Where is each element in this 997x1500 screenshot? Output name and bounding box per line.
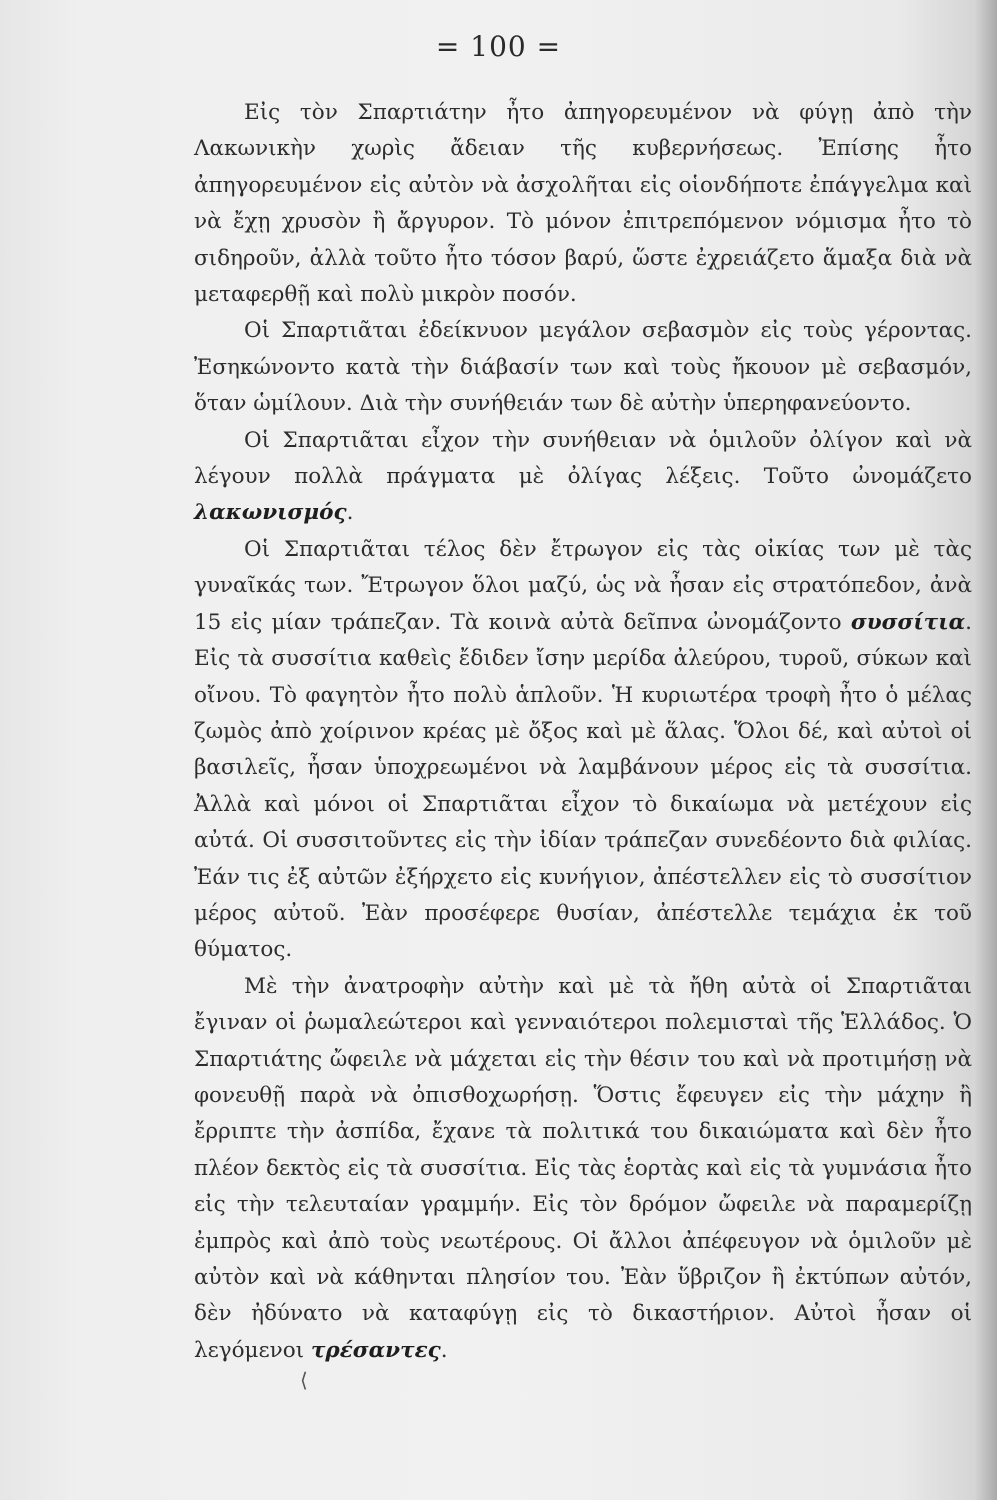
term-tresantes: τρέσαντες: [310, 1337, 441, 1363]
paragraph-text: .: [346, 500, 354, 526]
paragraph-syssitia: [194, 532, 972, 969]
page-number: = 100 =: [435, 30, 562, 63]
paragraph-text: . Εἰς τὰ συσσίτια καθεὶς ἔδιδεν ἴσην μερίδα ἀλεύρου, τυροῦ, σύκων καὶ οἴνου. Τὸ φαγητὸν ἦτο πολὺ ἁπλοῦν. Ἡ κυριωτέρα τροφὴ ἦτο ὁ μέλας ζωμὸς ἀπὸ χοίρινον κρέας μὲ ὄξος καὶ μὲ ἅλας. Ὅλοι δέ, καὶ αὐτοὶ οἱ βασιλεῖς, ἦσαν ὑποχρεωμένοι νὰ λαμβάνουν μέρος εἰς τὰ συσσίτια. Ἀλλὰ καὶ μόνοι οἱ Σπαρτιᾶται εἶχον τὸ δικαίωμα νὰ μετέχουν εἰς αὐτά. Οἱ συσσιτοῦντες εἰς τὴν ἰδίαν τράπεζαν συνεδέοντο διὰ φιλίας. Ἐάν τις ἐξ αὐτῶν ἐξήρχετο εἰς κυνήγιον, ἀπέστελλεν εἰς τὸ συσσίτιον μέρος αὐτοῦ. Ἐὰν προσέφερε θυσίαν, ἀπέστελλε τεμάχια ἐκ τοῦ θύματος.: [194, 609, 972, 963]
page-edge-shadow: [973, 0, 997, 1500]
paragraph-text: Οἱ Σπαρτιᾶται εἶχον τὴν συνήθειαν νὰ ὁμιλοῦν ὀλίγον καὶ νὰ λέγουν πολλὰ πράγματα μὲ ὀλίγας λέξεις. Τοῦτο ὠνομάζετο: [194, 427, 972, 490]
paragraph-text: Μὲ τὴν ἀνατροφὴν αὐτὴν καὶ μὲ τὰ ἤθη αὐτὰ οἱ Σπαρτιᾶται ἔγιναν οἱ ῥωμαλεώτεροι καὶ γενναιότεροι πολεμισταὶ τῆς Ἑλλάδος. Ὁ Σπαρτιάτης ὤφειλε νὰ μάχεται εἰς τὴν θέσιν του καὶ νὰ προτιμήσῃ νὰ φονευθῇ παρὰ νὰ ὀπισθοχωρήσῃ. Ὅστις ἔφευγεν εἰς τὴν μάχην ἢ ἔρριπτε τὴν ἀσπίδα, ἔχανε τὰ πολιτικά του δικαιώματα καὶ δὲν ἦτο πλέον δεκτὸς εἰς τὰ συσσίτια. Εἰς τὰς ἑορτὰς καὶ εἰς τὰ γυμνάσια ἦτο εἰς τὴν τελευταίαν γραμμήν. Εἰς τὸν δρόμον ὤφειλε νὰ παραμερίζῃ ἐμπρὸς καὶ ἀπὸ τοὺς νεωτέρους. Οἱ ἄλλοι ἀπέφευγον νὰ ὁμιλοῦν μὲ αὐτὸν καὶ νὰ κάθηνται πλησίον του. Ἐὰν ὕβριζον ἢ ἐκτύπων αὐτόν, δὲν ἠδύνατο νὰ καταφύγῃ εἰς τὸ δικαστήριον. Αὐτοὶ ἦσαν οἱ λεγόμενοι: [194, 973, 972, 1363]
paragraph-respect-elders: [194, 313, 972, 422]
paragraph-text: Εἰς τὸν Σπαρτιάτην ἦτο ἀπηγορευμένον νὰ φύγῃ ἀπὸ τὴν Λακωνικὴν χωρὶς ἄδειαν τῆς κυβερνήσεως. Ἐπίσης ἦτο ἀπηγορευμένον εἰς αὐτὸν νὰ ἀσχολῆται εἰς οἱονδήποτε ἐπάγγελμα καὶ νὰ ἔχῃ χρυσὸν ἢ ἄργυρον. Τὸ μόνον ἐπιτρεπόμενον νόμισμα ἦτο τὸ σιδηροῦν, ἀλλὰ τοῦτο ἦτο τόσον βαρύ, ὥστε ἐχρειάζετο ἅμαξα διὰ νὰ μεταφερθῇ καὶ πολὺ μικρὸν ποσόν.: [194, 100, 972, 308]
paragraph-text: Οἱ Σπαρτιᾶται τέλος δὲν ἔτρωγον εἰς τὰς οἰκίας των μὲ τὰς γυναῖκάς των. Ἔτρωγον ὅλοι μαζύ, ὡς νὰ ἦσαν εἰς στρατόπεδον, ἀνὰ 15 εἰς μίαν τράπεζαν. Τὰ κοινὰ αὐτὰ δεῖπνα ὠνομάζοντο: [194, 536, 972, 635]
paragraph-text: Οἱ Σπαρτιᾶται ἐδείκνυον μεγάλον σεβασμὸν εἰς τοὺς γέροντας. Ἐσηκώνοντο κατὰ τὴν διάβασίν των καὶ τοὺς ἤκουον μὲ σεβασμόν, ὅταν ὡμίλουν. Διὰ τὴν συνήθειάν των δὲ αὐτὴν ὑπερηφανεύοντο.: [194, 318, 972, 417]
term-lakonismos: λακωνισμός: [194, 500, 347, 526]
term-syssitia: συσσίτια: [850, 609, 966, 635]
pencil-mark: ⟨: [300, 1368, 308, 1392]
paragraph-warriors: [194, 969, 972, 1369]
paragraph-text: .: [440, 1337, 448, 1363]
page-body: [194, 95, 972, 1369]
paragraph-laconism: [194, 423, 972, 532]
paragraph-travel-and-money: [194, 95, 972, 313]
